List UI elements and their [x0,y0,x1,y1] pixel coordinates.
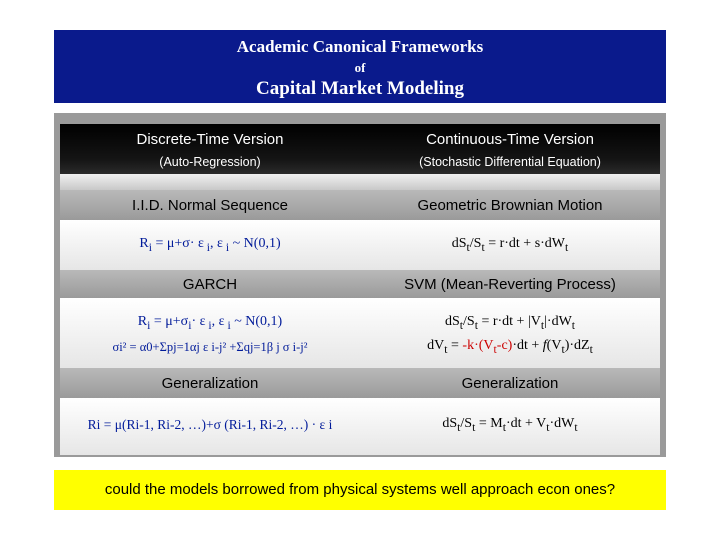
garch-equation-2: σi² = α0+Σpj=1αj ε i-j² +Σqj=1β j σ i-j² [112,340,308,354]
header-divider-bar [60,174,660,190]
svm-equation-2: $dV_t = -k\cdot(V_t-c)\cdot dt + f(V_t)\cdot dZ_t$ [427,338,593,356]
svm-label: SVM (Mean-Reverting Process) [404,276,616,293]
continuous-time-heading: Continuous-Time Version [426,131,594,148]
generalized-discrete-equation: Ri = μ(Ri-1, Ri-2, …)+σ (Ri-1, Ri-2, …) · ε i [87,417,333,432]
generalization-label-right: Generalization [461,375,559,392]
garch-label: GARCH [182,276,238,293]
gbm-equation: $dS_t/S_t = r\cdot dt + s\cdot dW_t$ [451,236,569,254]
iid-equation: $R_i = \mu+\sigma\cdot \varepsilon$ $_i$, ε $_i$ ~ N(0,1) [139,236,281,254]
iid-normal-sequence-label: I.I.D. Normal Sequence [132,197,288,214]
geometric-brownian-motion-label: Geometric Brownian Motion [417,197,603,214]
mean-reversion-term: $-k\cdot(V_t-c)$ [462,338,513,356]
generalization-label-left: Generalization [161,375,259,392]
question-footer: could the models borrowed from physical systems well approach econ ones? [54,470,666,510]
banner-subtitle: Capital Market Modeling [256,78,464,99]
garch-equation-1: $R_i = \mu+\sigma_i\cdot \varepsilon$ $_i$, ε $_i$ ~ N(0,1) [137,314,283,332]
banner-title: Academic Canonical Frameworks [236,37,484,56]
generalized-continuous-equation: $dS_t/S_t = M_t\cdot dt + V_t\cdot dW_t$ [442,416,578,434]
title-banner [54,30,666,103]
sde-subheading: (Stochastic Differential Equation) [419,155,601,169]
discrete-time-heading: Discrete-Time Version [136,131,284,148]
banner-of: of [354,60,366,75]
row2-equation-band [60,298,660,368]
svm-equation-1: $dS_t/S_t = r\cdot dt + |V_t|\cdot dW_t$ [444,314,576,332]
auto-regression-subheading: (Auto-Regression) [159,155,261,169]
